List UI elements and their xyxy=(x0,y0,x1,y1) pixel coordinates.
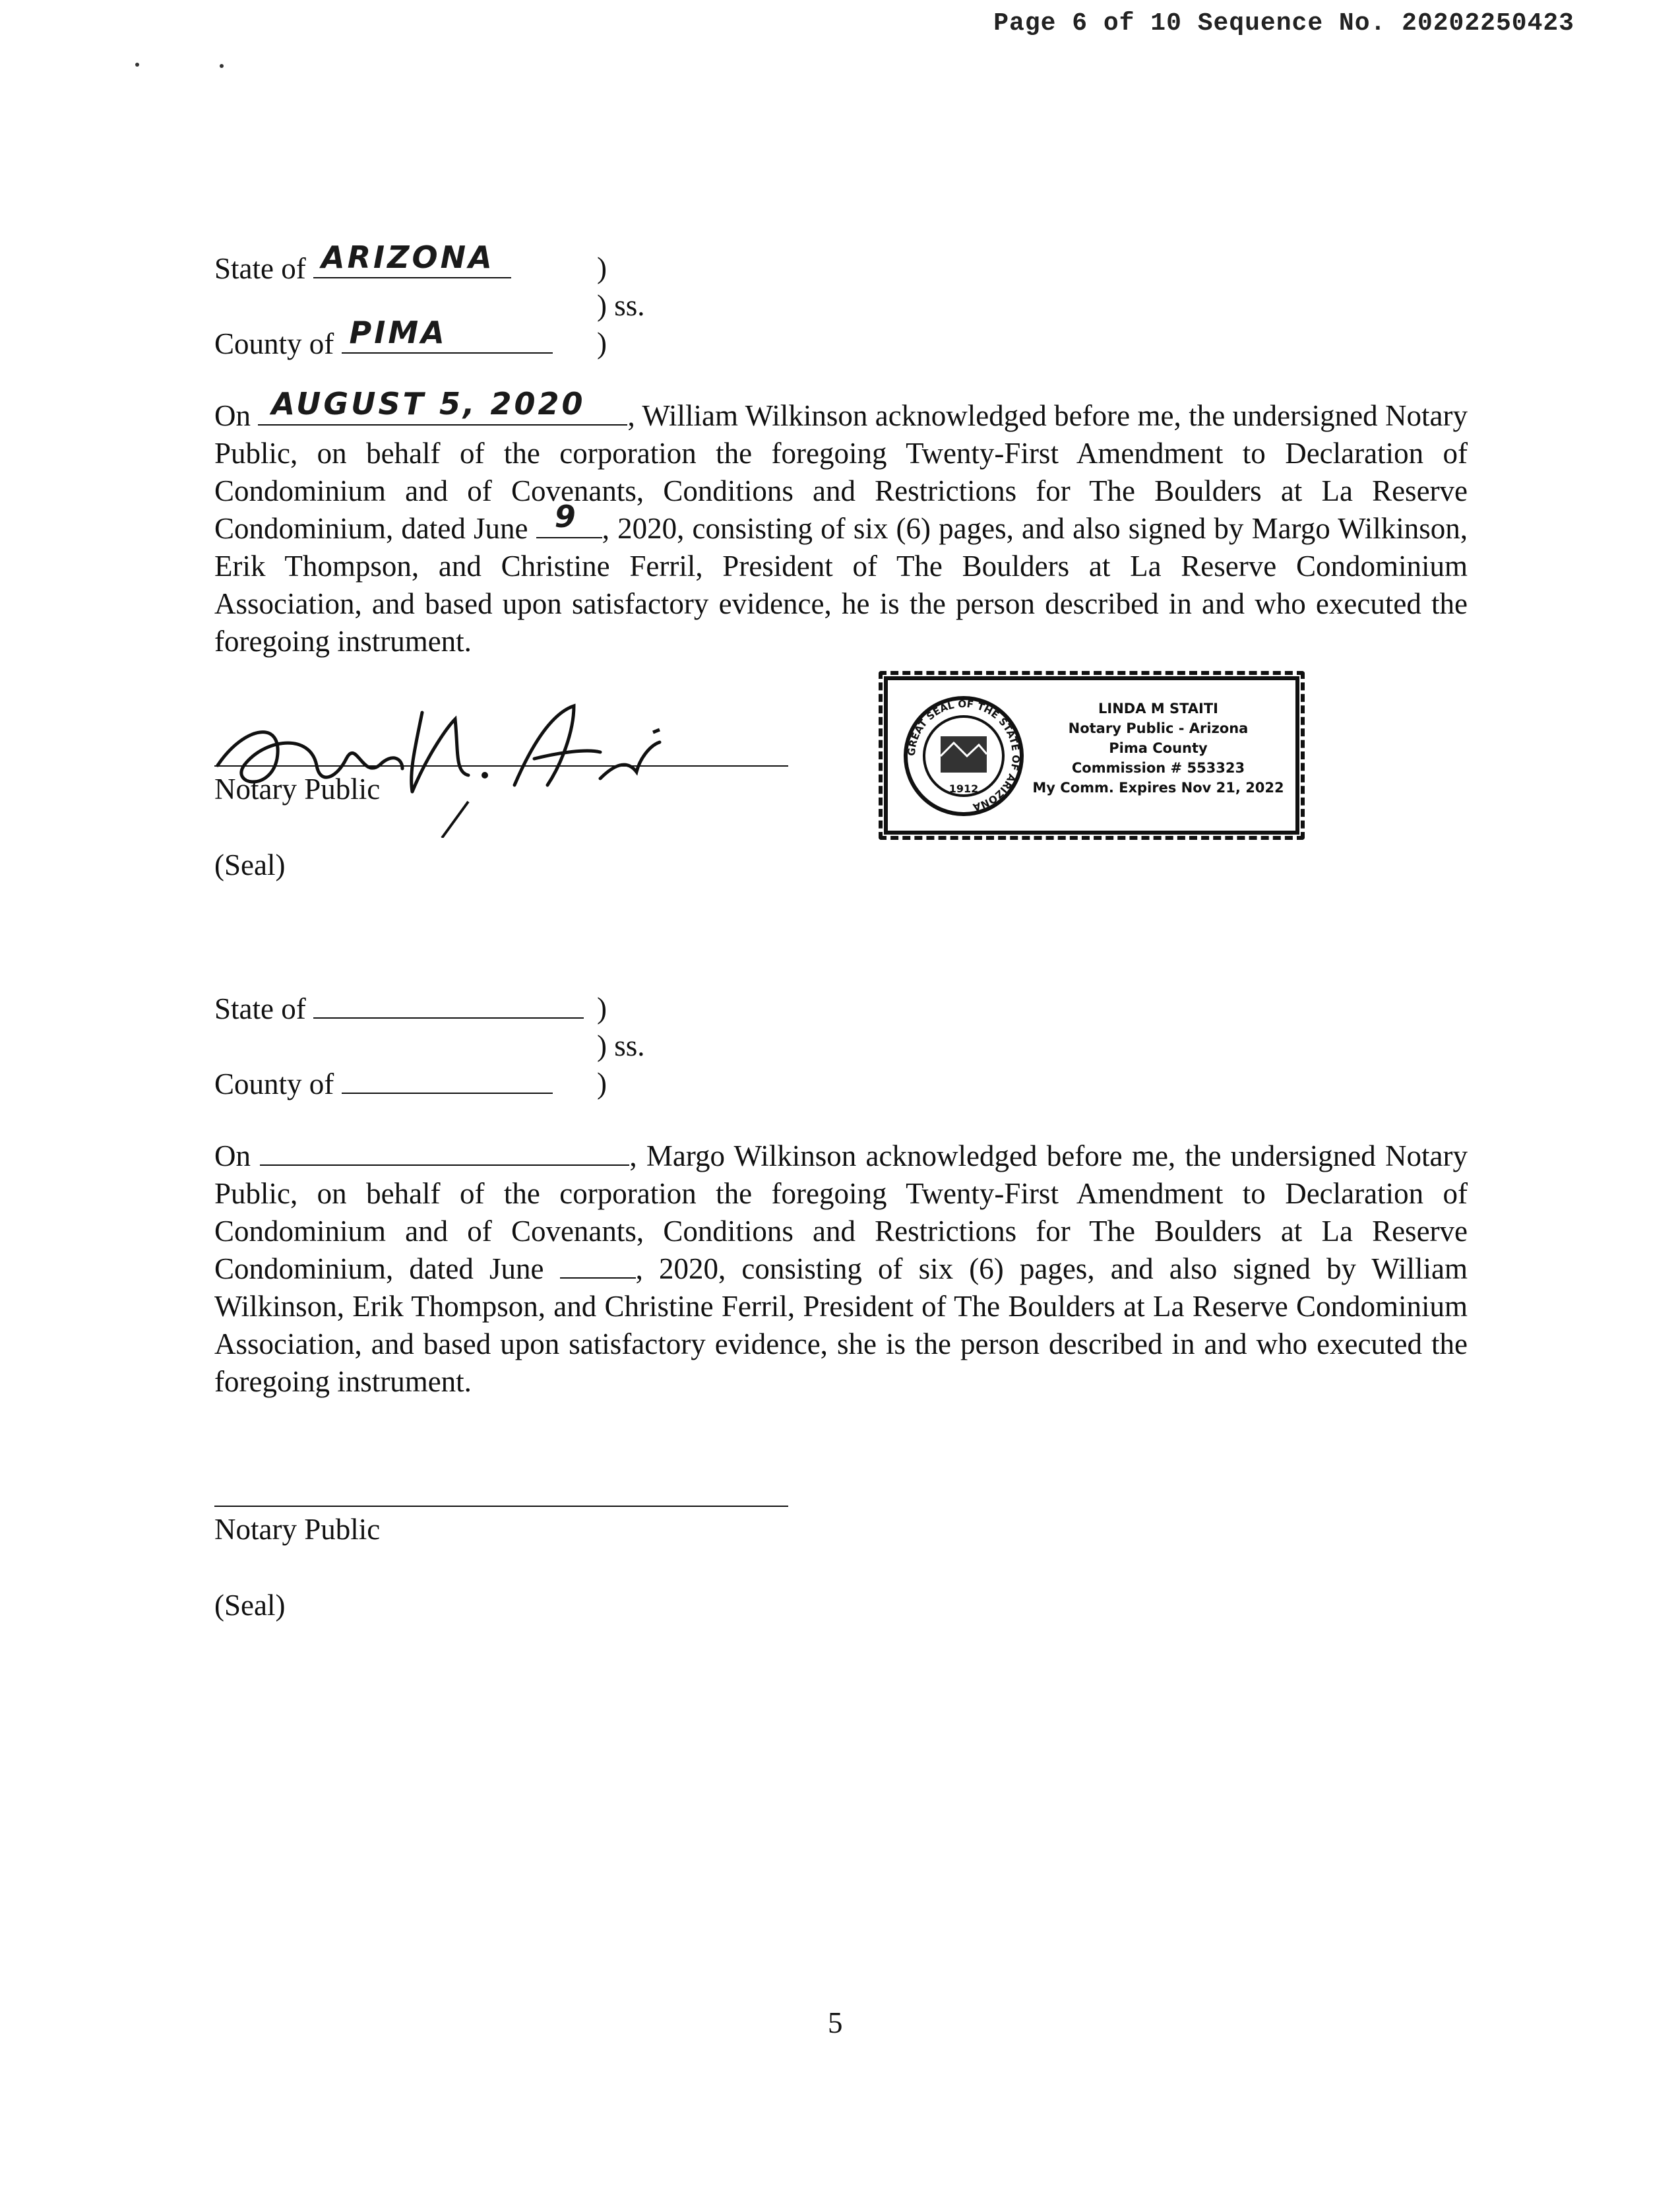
county-field-blank xyxy=(342,1065,553,1094)
state-label: State of xyxy=(214,992,306,1025)
on-label: On xyxy=(214,399,251,432)
notary-signature xyxy=(204,686,666,838)
county-label: County of xyxy=(214,327,334,360)
state-field xyxy=(313,239,511,278)
state-field-blank xyxy=(313,990,584,1019)
date-handwritten-value: AUGUST 5, 2020 xyxy=(271,386,586,422)
state-line-1 xyxy=(214,239,511,287)
county-label: County of xyxy=(214,1067,334,1100)
stamp-commission: Commission # 553323 xyxy=(1071,760,1245,776)
paragraph-text-1a: , William Wilkinson acknowledged before me, the undersigned Notary Public, on behalf of the corporation the foregoing Twenty-First Amendment to Declaration of Condominium and of Covenants, Conditions and Restrictions for The Boulders at La Reserve Condominium, dated June xyxy=(214,399,1468,545)
paren-top: ) xyxy=(597,992,607,1025)
stamp-expires: My Comm. Expires Nov 21, 2022 xyxy=(1032,780,1284,796)
notary-public-label-1: Notary Public xyxy=(214,773,381,806)
paren-bottom: ) xyxy=(597,1067,607,1100)
june-day-field-blank xyxy=(560,1251,636,1279)
paragraph-text-2a: , Margo Wilkinson acknowledged before me, the undersigned Notary Public, on behalf of the corporation the foregoing Twenty-First Amendment to Declaration of Condominium and of Covenants, Conditions and Restrictions for The Boulders at La Reserve Condominium, dated June xyxy=(214,1139,1468,1285)
seal-ring-text: GREAT SEAL OF THE STATE OF ARIZONA xyxy=(905,697,1022,813)
june-day-field xyxy=(536,499,602,538)
paragraph-text-2b: , 2020, consisting of six (6) pages, and also signed by William Wilkinson, Erik Thompson, and Christine Ferril, President of The Boulders at La Reserve Condominium Association, and based upon satisfactory evidence, she is the person described in and who executed the foregoing instrument. xyxy=(214,1252,1468,1398)
county-line-1 xyxy=(214,315,553,362)
county-field xyxy=(342,315,553,354)
notary-public-label-2: Notary Public xyxy=(214,1513,381,1546)
paren-ss: ) ss. xyxy=(597,1029,645,1062)
signature-line-2 xyxy=(214,1506,788,1507)
paren-top: ) xyxy=(597,251,607,284)
county-line-2 xyxy=(214,1065,553,1102)
paragraph-text-1b: , 2020, consisting of six (6) pages, and also signed by Margo Wilkinson, Erik Thompson, and Christine Ferril, President of The Boulders at La Reserve Condominium Association, and based upon satisfactory evidence, he is the person described in and who executed the foregoing instrument. xyxy=(214,512,1468,658)
paren-ss: ) ss. xyxy=(597,289,645,322)
page-sequence-header: Page 6 of 10 Sequence No. 20202250423 xyxy=(993,9,1574,38)
county-handwritten-value: PIMA xyxy=(349,315,447,350)
state-line-2 xyxy=(214,990,584,1027)
paren-bottom: ) xyxy=(597,327,607,360)
seal-label-2: (Seal) xyxy=(214,1589,286,1622)
stamp-name: LINDA M STAITI xyxy=(1098,701,1218,716)
arizona-state-seal-icon xyxy=(901,693,1026,819)
scan-speck xyxy=(220,64,224,68)
stamp-text xyxy=(1020,699,1297,798)
page-number: 5 xyxy=(828,2006,843,2039)
date-field xyxy=(258,386,627,426)
acknowledgment-paragraph-2 xyxy=(214,1137,1468,1401)
seal-label-1: (Seal) xyxy=(214,848,286,881)
on-label: On xyxy=(214,1139,251,1172)
notary-stamp xyxy=(884,676,1299,835)
seal-year: 1912 xyxy=(949,782,979,795)
stamp-title: Notary Public - Arizona xyxy=(1068,720,1249,736)
stamp-county: Pima County xyxy=(1109,740,1208,756)
scan-speck xyxy=(135,63,139,67)
state-handwritten-value: ARIZONA xyxy=(321,239,495,275)
june-day-handwritten-value: 9 xyxy=(554,499,578,534)
signature-line-1 xyxy=(214,765,788,767)
acknowledgment-paragraph-1 xyxy=(214,386,1468,660)
date-field-blank xyxy=(260,1138,629,1166)
state-label: State of xyxy=(214,252,306,285)
